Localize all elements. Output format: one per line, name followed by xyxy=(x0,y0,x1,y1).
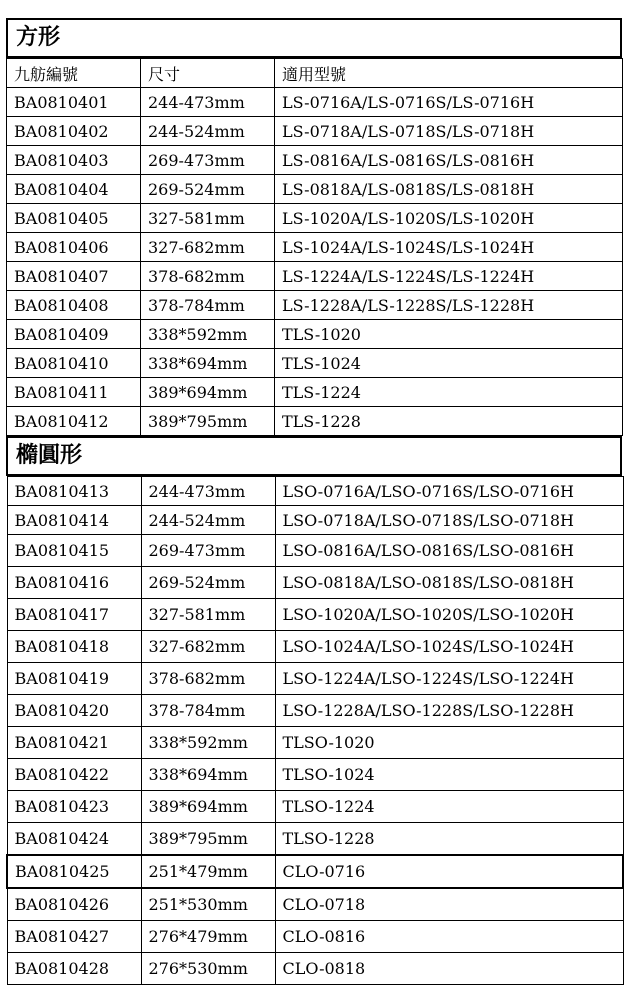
cell-model: LSO-0816A/LSO-0816S/LSO-0816H xyxy=(275,535,623,567)
cell-model: LS-0716A/LS-0716S/LS-0716H xyxy=(275,88,623,117)
cell-size: 269-473mm xyxy=(141,146,275,175)
cell-model: LSO-1228A/LSO-1228S/LSO-1228H xyxy=(275,695,623,727)
cell-size: 389*694mm xyxy=(141,378,275,407)
cell-code: BA0810405 xyxy=(7,204,141,233)
cell-size: 269-473mm xyxy=(141,535,275,567)
cell-size: 338*592mm xyxy=(141,320,275,349)
table-row xyxy=(7,759,623,791)
cell-code: BA0810414 xyxy=(7,506,141,535)
cell-code: BA0810428 xyxy=(7,953,141,985)
table-row xyxy=(7,663,623,695)
cell-model: LSO-1024A/LSO-1024S/LSO-1024H xyxy=(275,631,623,663)
cell-size: 338*694mm xyxy=(141,349,275,378)
cell-model: TLSO-1024 xyxy=(275,759,623,791)
table-row xyxy=(7,175,623,204)
cell-code: BA0810410 xyxy=(7,349,141,378)
table-row xyxy=(7,823,623,856)
section-title-square: 方形 xyxy=(6,18,622,58)
cell-code: BA0810402 xyxy=(7,117,141,146)
cell-model: TLSO-1020 xyxy=(275,727,623,759)
square-table xyxy=(6,58,623,436)
cell-size: 338*694mm xyxy=(141,759,275,791)
cell-model: CLO-0818 xyxy=(275,953,623,985)
cell-model: LS-1224A/LS-1224S/LS-1224H xyxy=(275,262,623,291)
table-row xyxy=(7,407,623,436)
cell-code: BA0810423 xyxy=(7,791,141,823)
header-size: 尺寸 xyxy=(141,59,275,88)
cell-model: TLS-1020 xyxy=(275,320,623,349)
table-row xyxy=(7,117,623,146)
cell-size: 276*479mm xyxy=(141,921,275,953)
cell-code: BA0810418 xyxy=(7,631,141,663)
table-row xyxy=(7,320,623,349)
cell-model: CLO-0716 xyxy=(275,855,623,888)
cell-model: LS-0718A/LS-0718S/LS-0718H xyxy=(275,117,623,146)
cell-size: 244-473mm xyxy=(141,88,275,117)
cell-code: BA0810403 xyxy=(7,146,141,175)
cell-size: 269-524mm xyxy=(141,175,275,204)
table-row xyxy=(7,88,623,117)
cell-size: 389*795mm xyxy=(141,407,275,436)
table-row xyxy=(7,727,623,759)
cell-size: 251*530mm xyxy=(141,888,275,921)
cell-model: CLO-0816 xyxy=(275,921,623,953)
cell-model: LS-1228A/LS-1228S/LS-1228H xyxy=(275,291,623,320)
table-row xyxy=(7,378,623,407)
header-model: 適用型號 xyxy=(275,59,623,88)
cell-code: BA0810406 xyxy=(7,233,141,262)
cell-model: LSO-1224A/LSO-1224S/LSO-1224H xyxy=(275,663,623,695)
oval-table xyxy=(6,476,624,985)
cell-model: LSO-0818A/LSO-0818S/LSO-0818H xyxy=(275,567,623,599)
table-row xyxy=(7,921,623,953)
cell-code: BA0810424 xyxy=(7,823,141,856)
cell-code: BA0810411 xyxy=(7,378,141,407)
table-row xyxy=(7,631,623,663)
cell-size: 338*592mm xyxy=(141,727,275,759)
cell-code: BA0810426 xyxy=(7,888,141,921)
product-table-document xyxy=(6,18,622,985)
table-row xyxy=(7,349,623,378)
cell-model: LS-0818A/LS-0818S/LS-0818H xyxy=(275,175,623,204)
table-row xyxy=(7,535,623,567)
table-row xyxy=(7,695,623,727)
table-row xyxy=(7,953,623,985)
table-row xyxy=(7,855,623,888)
cell-code: BA0810404 xyxy=(7,175,141,204)
cell-code: BA0810416 xyxy=(7,567,141,599)
cell-code: BA0810401 xyxy=(7,88,141,117)
cell-model: CLO-0718 xyxy=(275,888,623,921)
cell-size: 244-524mm xyxy=(141,117,275,146)
cell-code: BA0810407 xyxy=(7,262,141,291)
cell-model: TLS-1224 xyxy=(275,378,623,407)
table-row xyxy=(7,506,623,535)
section-title-oval: 橢圓形 xyxy=(6,436,622,476)
table-row xyxy=(7,599,623,631)
cell-model: TLS-1024 xyxy=(275,349,623,378)
cell-code: BA0810408 xyxy=(7,291,141,320)
cell-size: 327-581mm xyxy=(141,204,275,233)
cell-code: BA0810422 xyxy=(7,759,141,791)
cell-model: LS-1020A/LS-1020S/LS-1020H xyxy=(275,204,623,233)
cell-code: BA0810419 xyxy=(7,663,141,695)
cell-model: LS-1024A/LS-1024S/LS-1024H xyxy=(275,233,623,262)
cell-code: BA0810421 xyxy=(7,727,141,759)
table-row xyxy=(7,477,623,506)
table-row xyxy=(7,888,623,921)
cell-size: 244-473mm xyxy=(141,477,275,506)
table-row xyxy=(7,291,623,320)
cell-model: LS-0816A/LS-0816S/LS-0816H xyxy=(275,146,623,175)
cell-model: LSO-1020A/LSO-1020S/LSO-1020H xyxy=(275,599,623,631)
cell-model: TLS-1228 xyxy=(275,407,623,436)
cell-model: TLSO-1228 xyxy=(275,823,623,856)
cell-code: BA0810412 xyxy=(7,407,141,436)
header-code: 九舫編號 xyxy=(7,59,141,88)
cell-code: BA0810413 xyxy=(7,477,141,506)
cell-code: BA0810415 xyxy=(7,535,141,567)
cell-code: BA0810409 xyxy=(7,320,141,349)
cell-size: 389*795mm xyxy=(141,823,275,856)
cell-code: BA0810417 xyxy=(7,599,141,631)
table-row xyxy=(7,146,623,175)
cell-model: TLSO-1224 xyxy=(275,791,623,823)
table-row xyxy=(7,262,623,291)
cell-size: 269-524mm xyxy=(141,567,275,599)
cell-size: 327-581mm xyxy=(141,599,275,631)
cell-size: 378-682mm xyxy=(141,663,275,695)
cell-size: 327-682mm xyxy=(141,233,275,262)
cell-size: 389*694mm xyxy=(141,791,275,823)
cell-size: 244-524mm xyxy=(141,506,275,535)
cell-code: BA0810425 xyxy=(7,855,141,888)
cell-code: BA0810427 xyxy=(7,921,141,953)
cell-size: 378-784mm xyxy=(141,695,275,727)
table-row xyxy=(7,233,623,262)
cell-size: 378-784mm xyxy=(141,291,275,320)
table-row xyxy=(7,791,623,823)
table-row xyxy=(7,204,623,233)
cell-model: LSO-0718A/LSO-0718S/LSO-0718H xyxy=(275,506,623,535)
cell-size: 327-682mm xyxy=(141,631,275,663)
cell-size: 251*479mm xyxy=(141,855,275,888)
cell-code: BA0810420 xyxy=(7,695,141,727)
cell-size: 276*530mm xyxy=(141,953,275,985)
header-row xyxy=(7,59,623,88)
table-row xyxy=(7,567,623,599)
cell-size: 378-682mm xyxy=(141,262,275,291)
cell-model: LSO-0716A/LSO-0716S/LSO-0716H xyxy=(275,477,623,506)
